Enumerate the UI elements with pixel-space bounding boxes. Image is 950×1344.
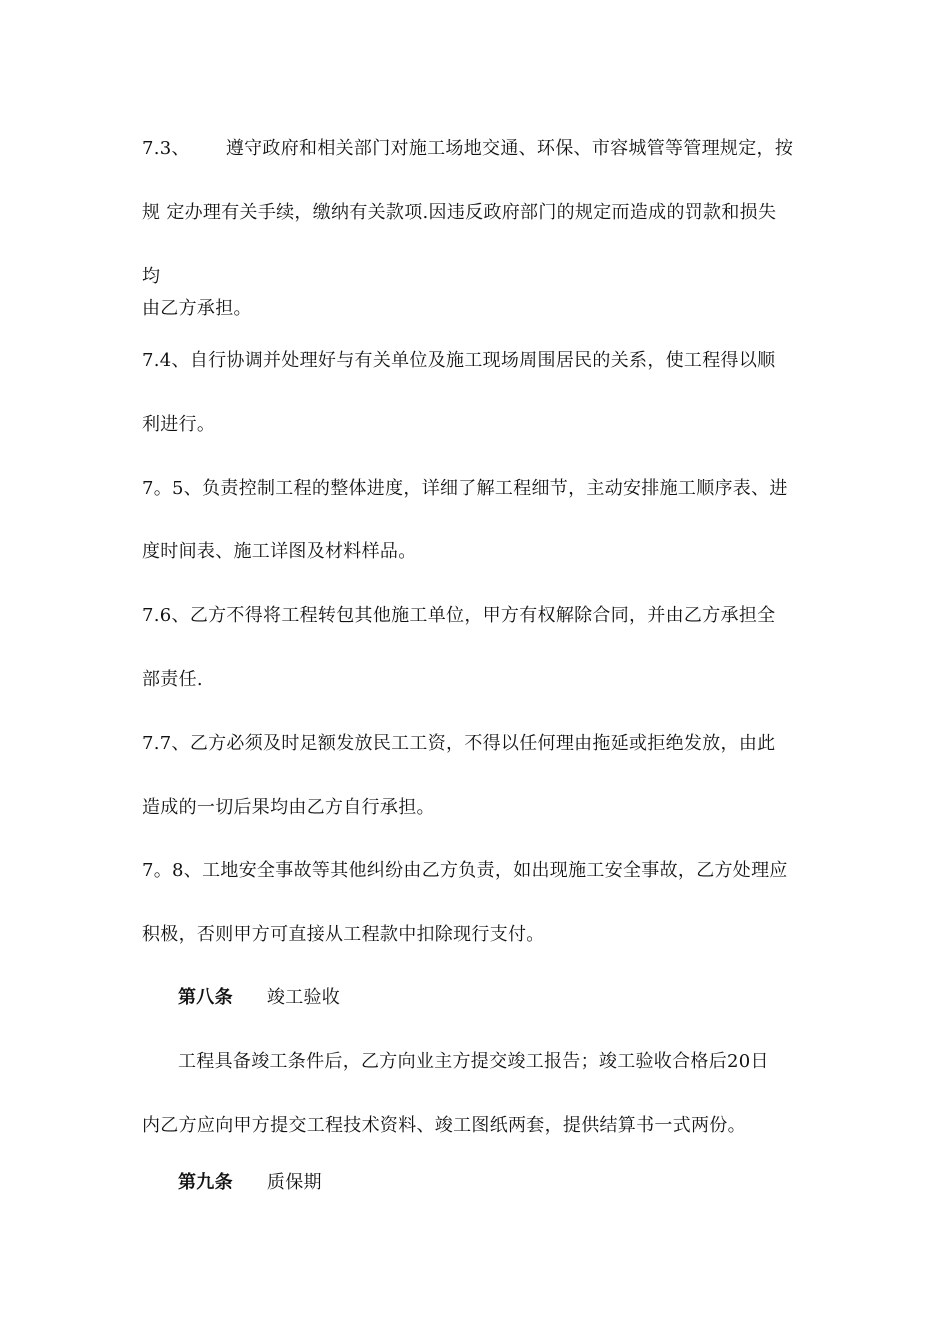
article-9-number: 第九条 [178, 1172, 233, 1193]
article-9-heading [178, 1172, 322, 1194]
clause-7-6-line-1: 7.6、乙方不得将工程转包其他施工单位，甲方有权解除合同，并由乙方承担全 [142, 605, 776, 626]
clause-7-3-text-1: 遵守政府和相关部门对施工场地交通、环保、市容城管等管理规定，按 [225, 138, 794, 159]
clause-7-4-line-1: 7.4、自行协调并处理好与有关单位及施工现场周围居民的关系，使工程得以顺 [142, 350, 776, 371]
article-8-number: 第八条 [178, 987, 233, 1008]
article-8-heading [178, 987, 340, 1009]
clause-7-3-line-2: 规 定办理有关手续，缴纳有关款项.因违反政府部门的规定而造成的罚款和损失 [142, 202, 777, 223]
clause-7-8-line-1: 7。8、工地安全事故等其他纠纷由乙方负责，如出现施工安全事故，乙方处理应 [142, 860, 788, 881]
article-8-line-1: 工程具备竣工条件后，乙方向业主方提交竣工报告；竣工验收合格后20日 [178, 1051, 769, 1072]
clause-7-3-line-4: 由乙方承担。 [142, 298, 252, 319]
clause-7-8-line-2: 积极，否则甲方可直接从工程款中扣除现行支付。 [142, 924, 545, 945]
article-9-title: 质保期 [266, 1172, 322, 1193]
clause-7-3-line-1 [142, 138, 793, 160]
article-8-line-2: 内乙方应向甲方提交工程技术资料、竣工图纸两套，提供结算书一式两份。 [142, 1115, 746, 1136]
clause-7-7-line-1: 7.7、乙方必须及时足额发放民工工资，不得以任何理由拖延或拒绝发放，由此 [142, 733, 776, 754]
clause-7-4-line-2: 利进行。 [142, 414, 216, 435]
clause-7-5-line-2: 度时间表、施工详图及材料样品。 [142, 541, 417, 562]
clause-7-3-number: 7.3、 [142, 138, 190, 159]
clause-7-3-line-3: 均 [142, 266, 161, 287]
clause-7-7-line-2: 造成的一切后果均由乙方自行承担。 [142, 797, 435, 818]
clause-7-6-line-2: 部责任. [142, 669, 203, 690]
article-8-title: 竣工验收 [266, 987, 341, 1008]
clause-7-5-line-1: 7。5、负责控制工程的整体进度，详细了解工程细节，主动安排施工顺序表、进 [142, 478, 788, 499]
